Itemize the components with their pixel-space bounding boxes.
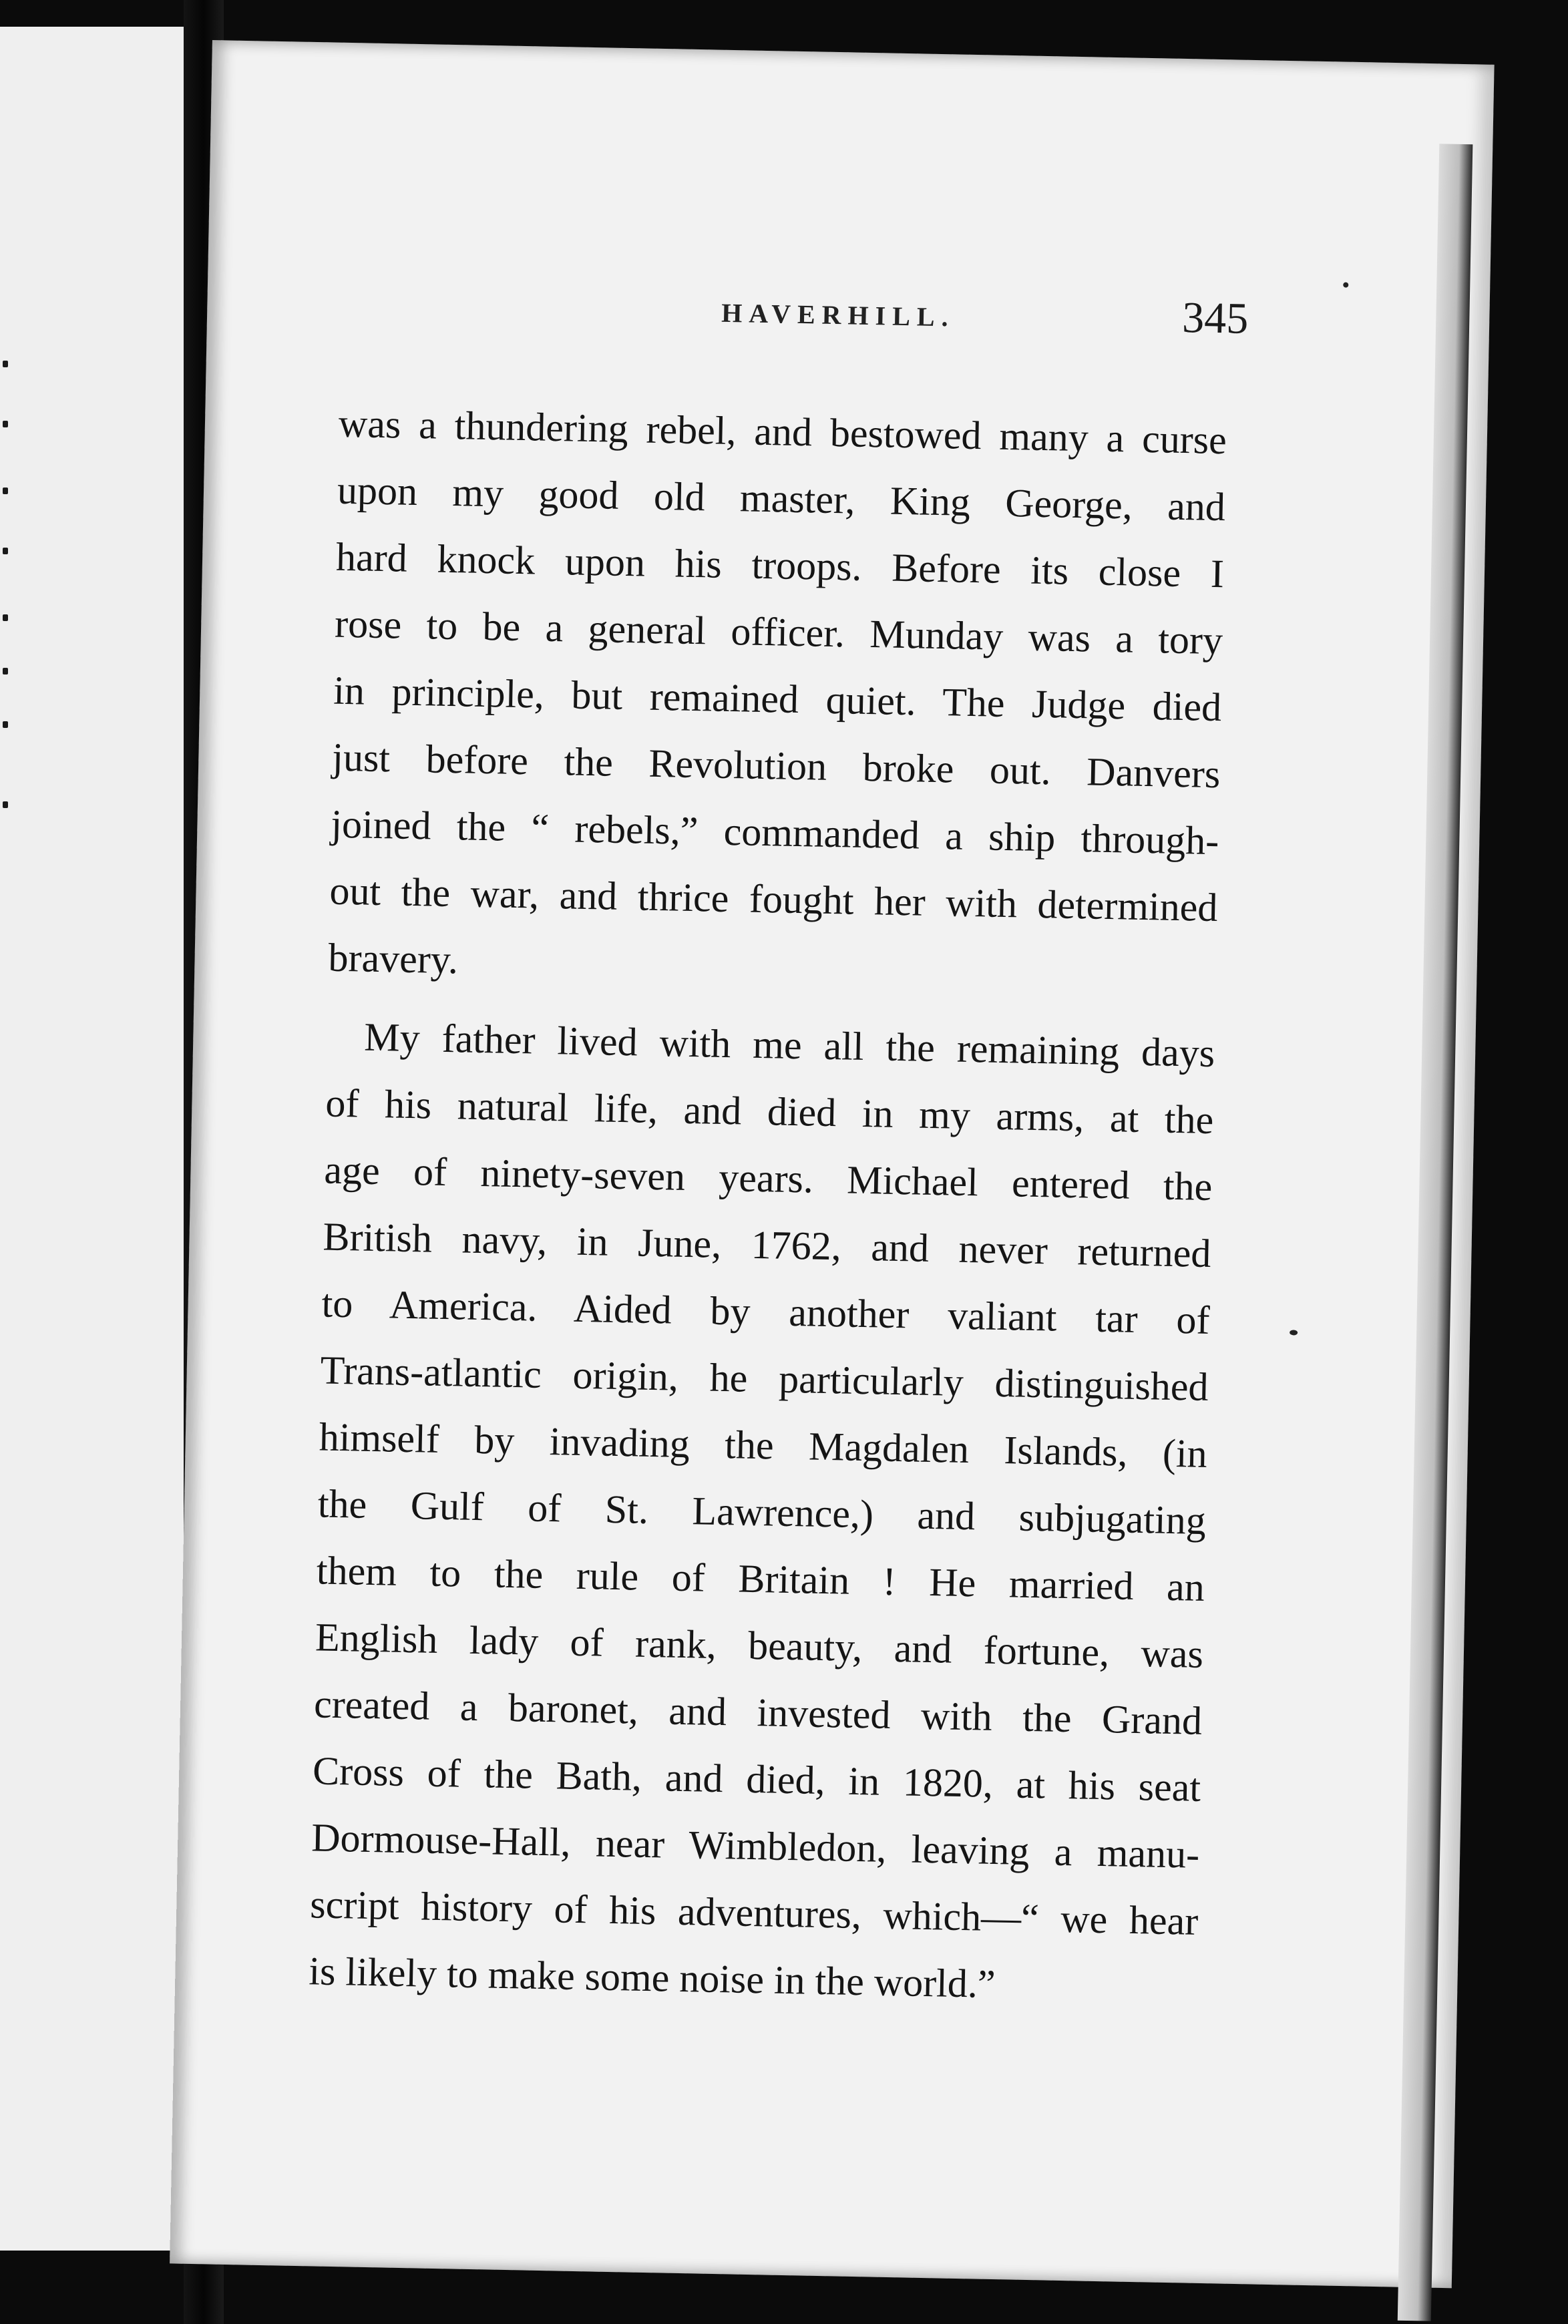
text-line: English lady of rank, beauty, and fortune, was bbox=[315, 1615, 1204, 1676]
text-line: rose to be a general officer. Munday was a tory bbox=[334, 601, 1223, 663]
previous-page-text-fragments bbox=[0, 27, 27, 2251]
text-line: them to the rule of Britain ! He married an bbox=[316, 1548, 1205, 1609]
text-line: My father lived with me all the remaining days bbox=[363, 1014, 1215, 1076]
page-header bbox=[206, 287, 1490, 392]
text-line: Dormouse-Hall, near Wimbledon, leaving a manu- bbox=[311, 1815, 1200, 1877]
ink-speck bbox=[1290, 1330, 1298, 1335]
text-line: age of ninety-seven years. Michael entered the bbox=[323, 1147, 1213, 1209]
running-head: HAVERHILL. bbox=[721, 297, 956, 333]
text-line: joined the “ rebels,” commanded a ship through- bbox=[330, 801, 1219, 863]
text-line: upon my good old master, King George, and bbox=[337, 467, 1226, 530]
text-line: himself by invading the Magdalen Islands, (in bbox=[319, 1414, 1208, 1476]
paragraph-1 bbox=[328, 390, 1227, 1008]
text-line: script history of his adventures, which—“ we hear bbox=[309, 1882, 1199, 1943]
paragraph-2 bbox=[309, 1003, 1216, 2021]
page-number: 345 bbox=[1181, 293, 1249, 343]
text-line: the Gulf of St. Lawrence,) and subjugating bbox=[317, 1481, 1207, 1543]
text-line: was a thundering rebel, and bestowed many a curse bbox=[338, 401, 1227, 463]
previous-page-edge bbox=[0, 27, 184, 2251]
book-page bbox=[170, 40, 1495, 2288]
text-line: Cross of the Bath, and died, in 1820, at his seat bbox=[312, 1748, 1201, 1810]
page-stack-edge bbox=[1398, 144, 1473, 2321]
text-line: to America. Aided by another valiant tar of bbox=[321, 1281, 1211, 1343]
text-line: in principle, but remained quiet. The Judge died bbox=[333, 668, 1222, 730]
text-line: is likely to make some noise in the world.” bbox=[308, 1949, 996, 2007]
text-line: created a baronet, and invested with the Grand bbox=[313, 1682, 1203, 1743]
body-text bbox=[308, 390, 1227, 2034]
text-line: just before the Revolution broke out. Danvers bbox=[331, 735, 1221, 797]
text-line: bravery. bbox=[328, 935, 459, 982]
text-line: Trans-atlantic origin, he particularly distinguished bbox=[320, 1348, 1209, 1409]
text-line: of his natural life, and died in my arms, at the bbox=[325, 1081, 1214, 1143]
text-line: out the war, and thrice fought her with determined bbox=[329, 868, 1218, 930]
text-line: British navy, in June, 1762, and never returned bbox=[323, 1214, 1212, 1276]
ink-speck bbox=[1343, 282, 1348, 288]
text-line: hard knock upon his troops. Before its close I bbox=[335, 534, 1225, 596]
